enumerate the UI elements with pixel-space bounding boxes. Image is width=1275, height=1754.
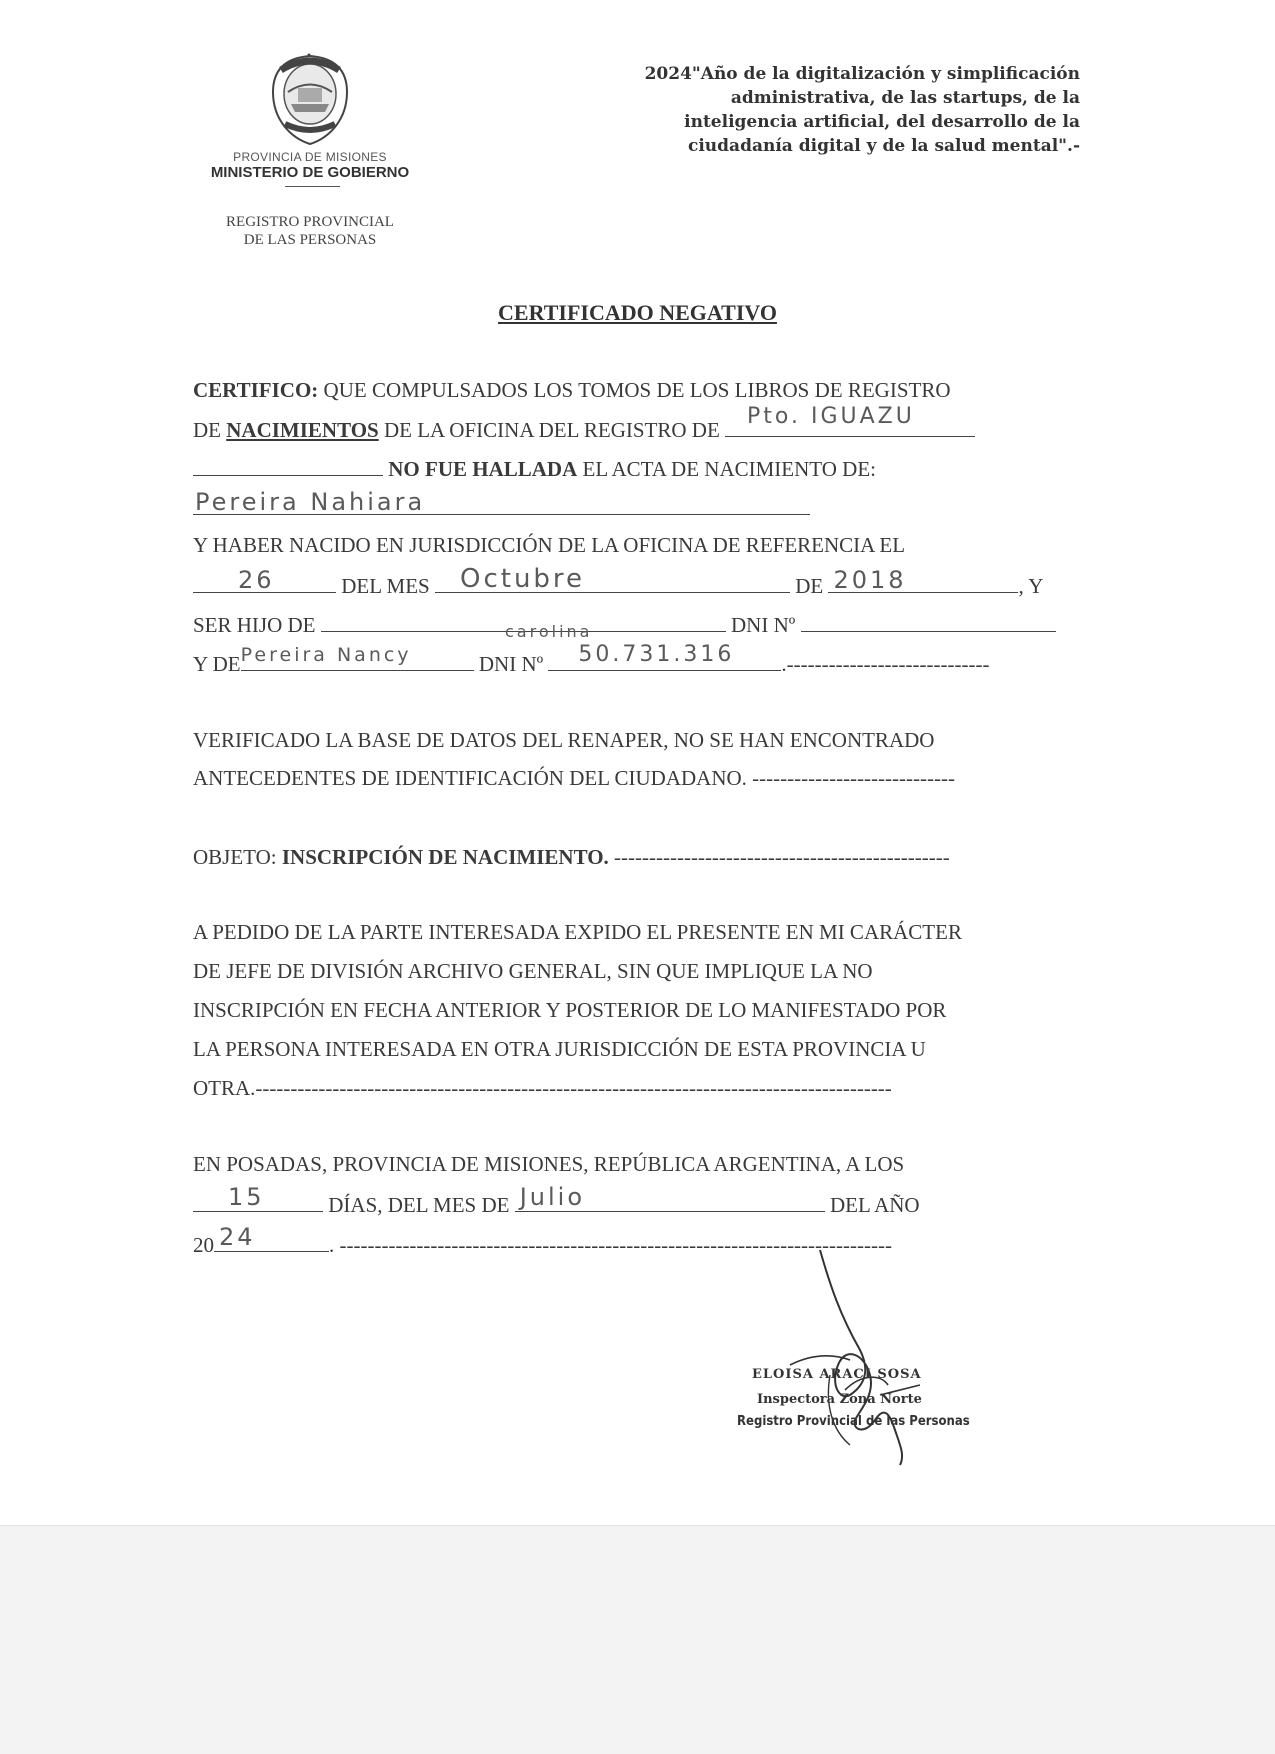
birth-year-handwritten: 2018	[833, 566, 907, 594]
issue-year-handwritten: 24	[219, 1223, 256, 1251]
place-date-line-3: 20 24 . -------------------------------------------------------------------------------	[193, 1223, 892, 1257]
mother-dni-field	[548, 642, 781, 671]
name-field	[193, 488, 810, 516]
scan-background-edge	[0, 1525, 1275, 1754]
province-crest-icon	[263, 52, 358, 147]
request-line-3: INSCRIPCIÓN EN FECHA ANTERIOR Y POSTERIOR DE LO MANIFESTADO POR	[193, 998, 947, 1022]
request-line-4: LA PERSONA INTERESADA EN OTRA JURISDICCIÓN DE ESTA PROVINCIA U	[193, 1037, 926, 1061]
signer-role: Inspectora Zona Norte	[757, 1392, 922, 1407]
motto-line: ciudadanía digital y de la salud mental".-	[688, 136, 1080, 156]
province-label: PROVINCIA DE MISIONES	[233, 150, 387, 164]
motto-line: administrativa, de las startups, de la	[730, 88, 1080, 108]
ministry-label: MINISTERIO DE GOBIERNO	[210, 164, 410, 181]
certify-line-2: DE NACIMIENTOS DE LA OFICINA DEL REGISTRO DE Pto. IGUAZU	[193, 416, 975, 443]
name-handwritten: Pereira Nahiara	[195, 488, 426, 516]
certify-line-5: Y HABER NACIDO EN JURISDICCIÓN DE LA OFICINA DE REFERENCIA EL	[193, 533, 906, 557]
request-line-5: OTRA.-------------------------------------------------------------------------------------------	[193, 1076, 892, 1100]
motto-line: 2024"Año de la digitalización y simplificación	[644, 64, 1080, 84]
issue-year-field	[214, 1223, 329, 1252]
mother-dni-handwritten: 50.731.316	[578, 642, 735, 667]
registry-label-line1: REGISTRO PROVINCIAL	[226, 214, 394, 230]
issue-month-field	[515, 1183, 825, 1212]
request-line-1: A PEDIDO DE LA PARTE INTERESADA EXPIDO EL PRESENTE EN MI CARÁCTER	[193, 920, 962, 944]
renaper-line-2: ANTECEDENTES DE IDENTIFICACIÓN DEL CIUDADANO. -----------------------------	[193, 766, 955, 790]
certify-line-6: 26 DEL MES Octubre DE 2018 , Y	[193, 572, 1043, 599]
birth-month-field	[435, 564, 790, 594]
certify-line-1: CERTIFICO: QUE COMPULSADOS LOS TOMOS DE LOS LIBROS DE REGISTRO	[193, 378, 951, 402]
issue-month-handwritten: Julio	[519, 1183, 586, 1211]
certify-line-3: NO FUE HALLADA EL ACTA DE NACIMIENTO DE:	[193, 455, 876, 482]
handwritten-signature	[770, 1245, 980, 1470]
ministry-underline	[285, 186, 340, 187]
birth-day-handwritten: 26	[238, 566, 275, 594]
motto-line: inteligencia artificial, del desarrollo de la	[684, 112, 1080, 132]
office-field	[725, 404, 975, 437]
birth-day-field	[193, 566, 336, 594]
certify-line-4	[193, 488, 810, 521]
mother-firstname-handwritten: carolina	[505, 622, 593, 641]
birth-year-field	[828, 566, 1018, 594]
issue-day-field	[193, 1183, 323, 1212]
signer-registry: Registro Provincial de las Personas	[737, 1414, 970, 1429]
mother-name-handwritten: Pereira Nancy	[240, 644, 412, 666]
issue-day-handwritten: 15	[228, 1183, 265, 1211]
certify-line-7: SER HIJO DE DNI Nº	[193, 611, 1056, 638]
registry-label-line2: DE LAS PERSONAS	[243, 232, 377, 248]
document-title: CERTIFICADO NEGATIVO	[498, 300, 777, 325]
office-handwritten: Pto. IGUAZU	[747, 404, 915, 429]
objeto-line: OBJETO: INSCRIPCIÓN DE NACIMIENTO. ------------------------------------------------	[193, 845, 950, 869]
year-motto	[560, 62, 1080, 158]
signer-name: ELOISA ARACI SOSA	[752, 1367, 922, 1382]
renaper-line-1: VERIFICADO LA BASE DE DATOS DEL RENAPER, NO SE HAN ENCONTRADO	[193, 728, 935, 752]
mother-name-field	[240, 644, 474, 671]
place-date-line-1: EN POSADAS, PROVINCIA DE MISIONES, REPÚBLICA ARGENTINA, A LOS	[193, 1152, 905, 1176]
request-line-2: DE JEFE DE DIVISIÓN ARCHIVO GENERAL, SIN QUE IMPLIQUE LA NO	[193, 959, 873, 983]
birth-month-handwritten: Octubre	[459, 564, 586, 594]
certify-line-8: Y DE Pereira Nancy DNI Nº 50.731.316 .-----------------------------	[193, 642, 990, 676]
place-date-line-2: 15 DÍAS, DEL MES DE Julio DEL AÑO	[193, 1191, 920, 1218]
